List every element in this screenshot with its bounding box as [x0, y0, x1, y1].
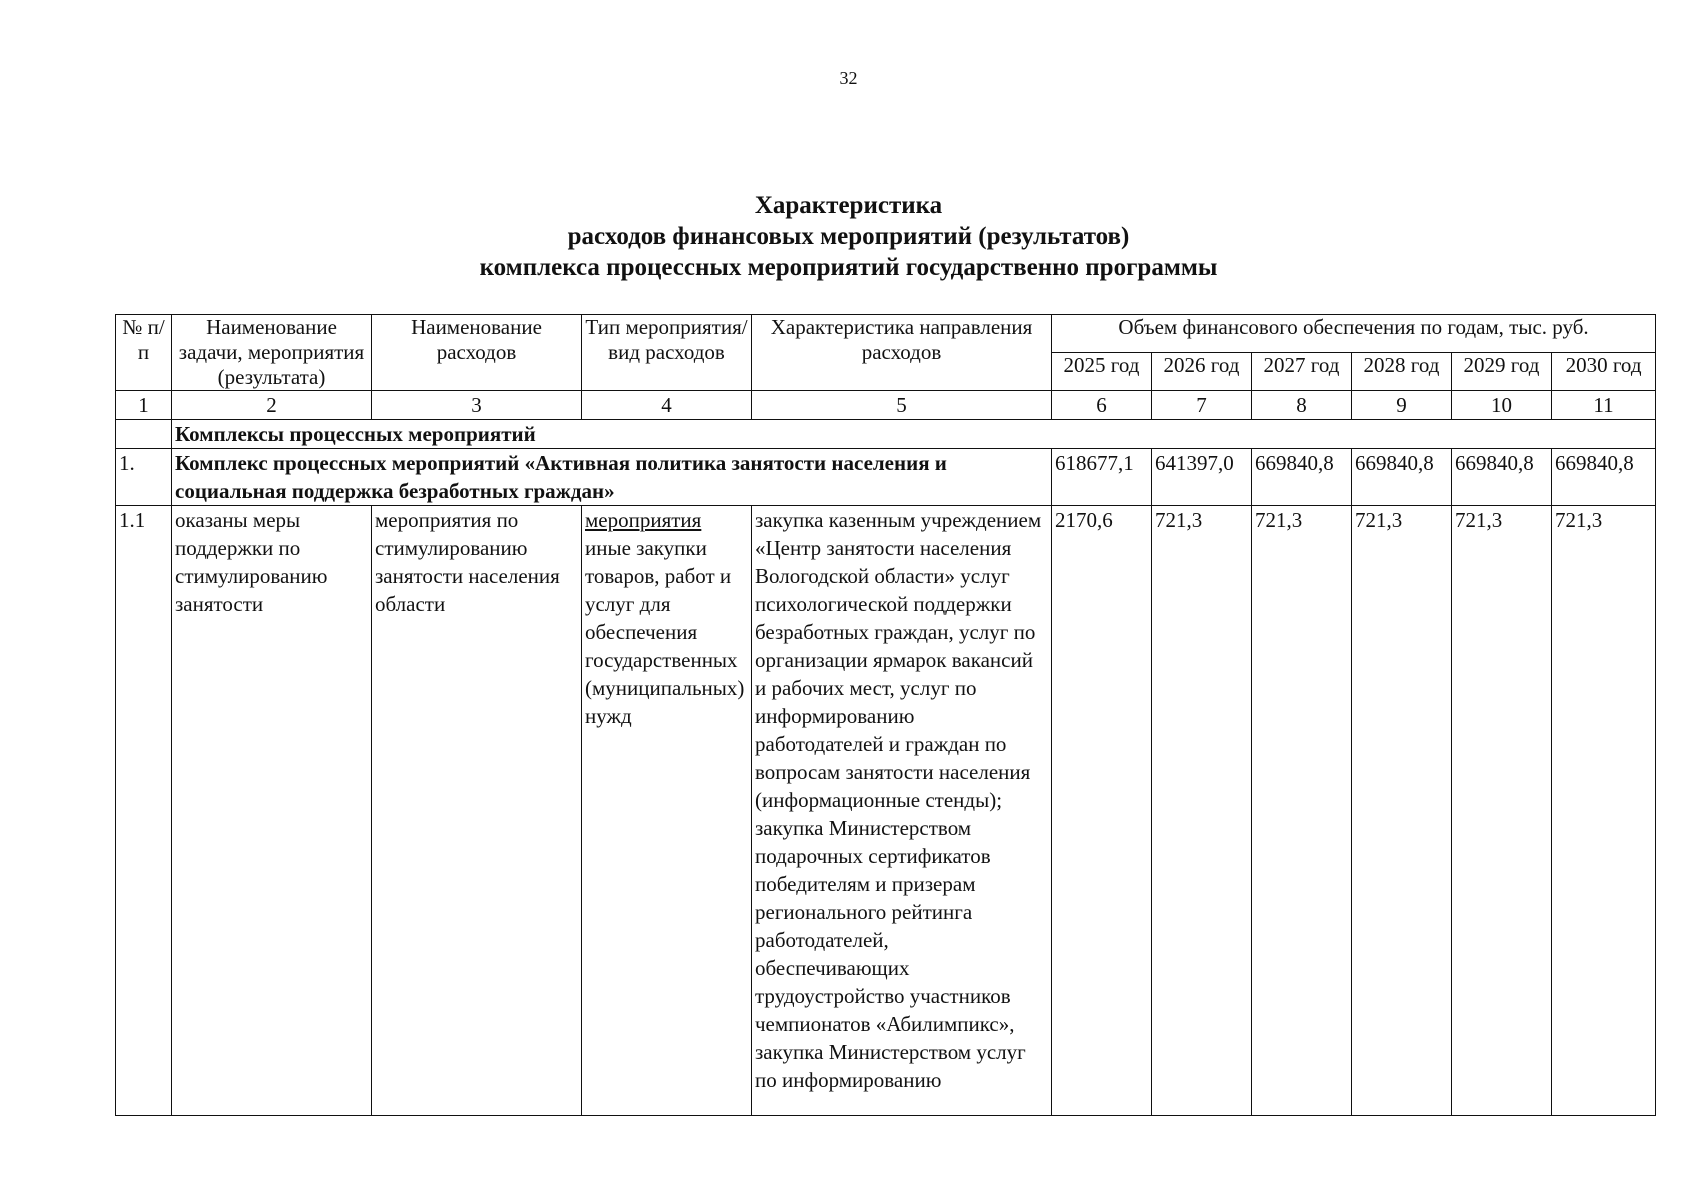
- row-1-1-value-2027: 721,3: [1252, 506, 1352, 1116]
- page-number: 32: [839, 68, 858, 88]
- row-1-1: [116, 506, 1656, 1116]
- complex-value-2027: 669840,8: [1252, 449, 1352, 506]
- row-1-1-task: оказаны меры поддержки по стимулированию занятости: [172, 506, 372, 1116]
- header-year-2027: 2027 год: [1252, 353, 1352, 391]
- header-task-name: Наименование задачи, мероприятия (результата): [172, 315, 372, 391]
- header-year-2026: 2026 год: [1152, 353, 1252, 391]
- section-row: [116, 420, 1656, 449]
- complex-value-2029: 669840,8: [1452, 449, 1552, 506]
- complex-row: [116, 449, 1656, 506]
- header-direction: Характеристика направления расходов: [752, 315, 1052, 391]
- row-1-1-value-2025: 2170,6: [1052, 506, 1152, 1116]
- row-1-1-type: [582, 506, 752, 1116]
- header-funding: Объем финансового обеспечения по годам, тыс. руб.: [1052, 315, 1656, 353]
- header-year-2025: 2025 год: [1052, 353, 1152, 391]
- section-num-cell: [116, 420, 172, 449]
- column-number: 2: [172, 391, 372, 420]
- complex-num: 1.: [116, 449, 172, 506]
- expenses-table: [115, 314, 1656, 1116]
- row-1-1-num: 1.1: [116, 506, 172, 1116]
- column-number: 8: [1252, 391, 1352, 420]
- header-row-1: [116, 315, 1656, 353]
- column-number: 5: [752, 391, 1052, 420]
- complex-value-2026: 641397,0: [1152, 449, 1252, 506]
- column-number: 9: [1352, 391, 1452, 420]
- column-number: 6: [1052, 391, 1152, 420]
- row-1-1-value-2028: 721,3: [1352, 506, 1452, 1116]
- row-1-1-value-2026: 721,3: [1152, 506, 1252, 1116]
- header-expense-name: Наименование расходов: [372, 315, 582, 391]
- header-num: № п/п: [116, 315, 172, 391]
- column-number: 10: [1452, 391, 1552, 420]
- column-number: 4: [582, 391, 752, 420]
- column-number-row: [116, 391, 1656, 420]
- row-1-1-direction: закупка казенным учреждением «Центр занятости населения Вологодской области» услуг психологической поддержки безработных граждан, услуг по организации ярмарок вакансий и рабочих мест, услуг по информированию работодателей и граждан по вопросам занятости населения (информационные стенды); закупка Министерством подарочных сертификатов победителям и призерам регионального рейтинга работодателей, обеспечивающих трудоустройство участников чемпионатов «Абилимпикс», закупка Министерством услуг по информированию: [752, 506, 1052, 1116]
- column-number: 3: [372, 391, 582, 420]
- complex-value-2025: 618677,1: [1052, 449, 1152, 506]
- row-1-1-expense: мероприятия по стимулированию занятости населения области: [372, 506, 582, 1116]
- row-1-1-value-2029: 721,3: [1452, 506, 1552, 1116]
- document-title: [0, 190, 1697, 283]
- title-line-1: Характеристика: [754, 192, 943, 219]
- column-number: 11: [1552, 391, 1656, 420]
- column-number: 1: [116, 391, 172, 420]
- header-year-2030: 2030 год: [1552, 353, 1656, 391]
- complex-value-2030: 669840,8: [1552, 449, 1656, 506]
- header-event-type: Тип мероприятия/вид расходов: [582, 315, 752, 391]
- header-year-2028: 2028 год: [1352, 353, 1452, 391]
- title-line-3: комплекса процессных мероприятий государственно программы: [479, 254, 1218, 281]
- title-line-2: расходов финансовых мероприятий (результатов): [567, 223, 1130, 250]
- header-year-2029: 2029 год: [1452, 353, 1552, 391]
- expenses-table-wrapper: [115, 314, 1656, 1116]
- row-1-1-type-title: мероприятия: [585, 508, 702, 532]
- row-1-1-type-detail: иные закупки товаров, работ и услуг для обеспечения государственных (муниципальных) нужд: [585, 536, 745, 728]
- column-number: 7: [1152, 391, 1252, 420]
- row-1-1-value-2030: 721,3: [1552, 506, 1656, 1116]
- complex-value-2028: 669840,8: [1352, 449, 1452, 506]
- section-title: Комплексы процессных мероприятий: [172, 420, 1656, 449]
- complex-name: Комплекс процессных мероприятий «Активная политика занятости населения и социальная поддержка безработных граждан»: [172, 449, 1052, 506]
